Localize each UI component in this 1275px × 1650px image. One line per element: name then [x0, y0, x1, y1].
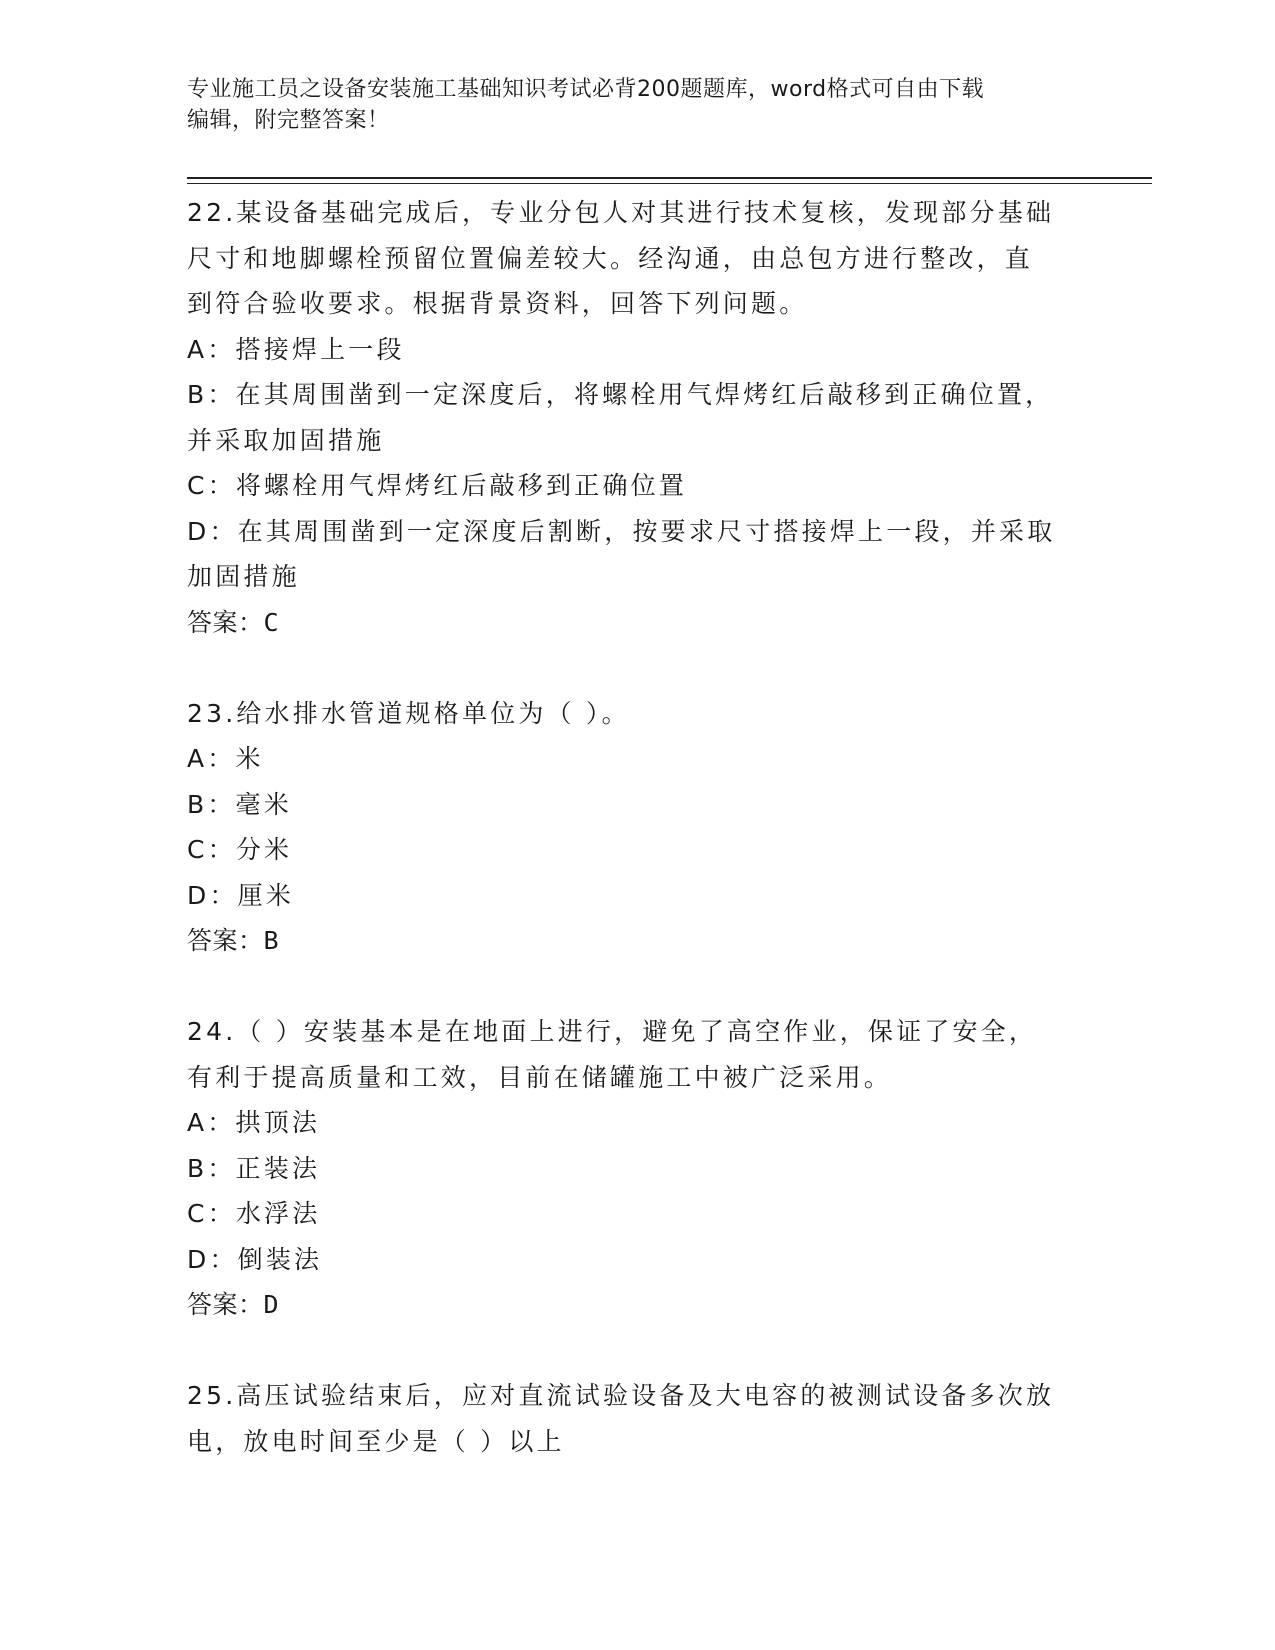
question-block — [187, 1373, 1077, 1464]
question-stem-line: 25.高压试验结束后，应对直流试验设备及大电容的被测试设备多次放 — [187, 1381, 1055, 1410]
question-stem-line: 尺寸和地脚螺栓预留位置偏差较大。经沟通，由总包方进行整改，直 — [187, 243, 1034, 273]
option-line: A：拱顶法 — [187, 1108, 321, 1137]
header-divider-thin — [187, 183, 1152, 184]
header-line-1: 专业施工员之设备安装施工基础知识考试必背200题题库，word格式可自由下载 — [187, 77, 985, 102]
answer-line — [187, 1282, 1077, 1328]
answer-value: B — [263, 926, 280, 955]
question-stem-line: 到符合验收要求。根据背景资料，回答下列问题。 — [187, 289, 808, 318]
question-spacer — [187, 1328, 1077, 1374]
option-line: C：将螺栓用气焊烤红后敲移到正确位置 — [187, 471, 688, 500]
answer-value: C — [263, 607, 280, 637]
question-stem-line: 24.（ ）安装基本是在地面上进行，避免了高空作业，保证了安全， — [187, 1017, 1038, 1046]
question-spacer — [187, 964, 1077, 1010]
option-line: 并采取加固措施 — [187, 425, 385, 455]
option-line: B：正装法 — [187, 1153, 321, 1183]
option-line: C：分米 — [187, 835, 293, 864]
question-stem-line: 23.给水排水管道规格单位为（ ）。 — [187, 698, 630, 728]
option-line: A：米 — [187, 744, 264, 773]
answer-label: 答案： — [187, 607, 264, 637]
question-spacer — [187, 645, 1077, 691]
question-block — [187, 190, 1077, 645]
option-line: B：在其周围凿到一定深度后，将螺栓用气焊烤红后敲移到正确位置， — [187, 380, 1054, 409]
option-line: D：在其周围凿到一定深度后割断，按要求尺寸搭接焊上一段，并采取 — [187, 516, 1056, 546]
answer-line — [187, 600, 1077, 646]
option-line: A：搭接焊上一段 — [187, 334, 405, 364]
option-line: B：毫米 — [187, 789, 292, 819]
question-stem-line: 有利于提高质量和工效，目前在储罐施工中被广泛采用。 — [187, 1062, 893, 1092]
answer-label: 答案： — [187, 1290, 264, 1319]
header-divider-thick — [187, 177, 1152, 179]
answer-line — [187, 918, 1077, 964]
header-line-2: 编辑，附完整答案！ — [187, 108, 390, 133]
document-header — [187, 74, 1087, 136]
option-line: D：厘米 — [187, 880, 295, 910]
answer-value: D — [263, 1290, 280, 1319]
option-line: 加固措施 — [187, 562, 300, 591]
option-line: C：水浮法 — [187, 1199, 321, 1228]
question-stem-line: 电，放电时间至少是（ ）以上 — [187, 1426, 565, 1456]
answer-label: 答案： — [187, 926, 264, 955]
option-line: D：倒装法 — [187, 1244, 323, 1274]
question-block — [187, 691, 1077, 964]
question-block — [187, 1009, 1077, 1328]
question-stem-line: 22.某设备基础完成后，专业分包人对其进行技术复核，发现部分基础 — [187, 198, 1055, 227]
question-list — [187, 190, 1077, 1464]
